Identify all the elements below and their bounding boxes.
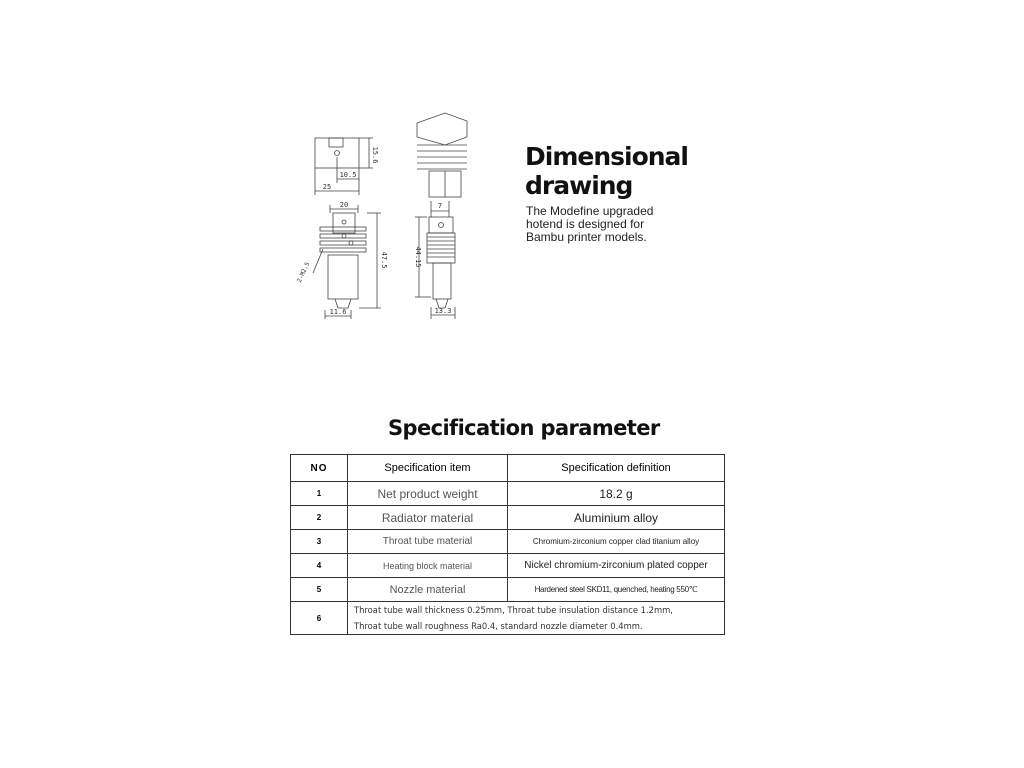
table-row xyxy=(291,530,725,554)
table-row xyxy=(291,578,725,602)
description-line: Bambu printer models. xyxy=(526,230,647,244)
row-number: 1 xyxy=(291,482,348,506)
dimensional-drawing xyxy=(295,105,495,330)
spec-item: Nozzle material xyxy=(348,578,508,602)
table-row xyxy=(291,602,725,635)
front-view-drawing xyxy=(313,205,381,319)
table-row xyxy=(291,482,725,506)
spec-title: Specification parameter xyxy=(388,416,660,440)
row-number: 2 xyxy=(291,506,348,530)
description-line: hotend is designed for xyxy=(526,217,645,231)
section-heading xyxy=(525,142,688,200)
description-line: The Modefine upgraded xyxy=(526,204,654,218)
table-header-row xyxy=(291,455,725,482)
spec-definition: Aluminium alloy xyxy=(508,506,725,530)
row-number: 6 xyxy=(291,602,348,635)
description xyxy=(526,205,676,244)
spec-item: Radiator material xyxy=(348,506,508,530)
row-number: 3 xyxy=(291,530,348,554)
spec-item: Net product weight xyxy=(348,482,508,506)
dim-label: 20 xyxy=(339,201,349,209)
spec-merged-line: Throat tube wall thickness 0.25mm, Throat tube insulation distance 1.2mm, xyxy=(354,605,673,615)
spec-definition: 18.2 g xyxy=(508,482,725,506)
dim-label: 25 xyxy=(322,183,332,191)
spec-merged-line: Throat tube wall roughness Ra0.4, standard nozzle diameter 0.4mm. xyxy=(354,621,643,631)
table-row xyxy=(291,554,725,578)
column-header-definition: Specification definition xyxy=(508,455,725,482)
spec-item: Throat tube material xyxy=(348,530,508,554)
spec-definition: Hardened steel SKD11, quenched, heating 550℃ xyxy=(508,578,725,602)
spec-item: Heating block material xyxy=(348,554,508,578)
spec-merged-cell xyxy=(348,602,725,635)
dim-label: 2-M2.5 xyxy=(295,261,312,284)
spec-definition: Nickel chromium-zirconium plated copper xyxy=(508,554,725,578)
dim-label: 11.6 xyxy=(329,308,347,316)
row-number: 5 xyxy=(291,578,348,602)
table-row xyxy=(291,506,725,530)
dim-label: 15.6 xyxy=(371,146,379,164)
dim-label: 44.15 xyxy=(414,246,422,268)
column-header-item: Specification item xyxy=(348,455,508,482)
dim-label: 13.3 xyxy=(434,307,452,315)
dim-label: 7 xyxy=(437,202,443,210)
spec-definition: Chromium-zirconium copper clad titanium alloy xyxy=(508,530,725,554)
heading-line: drawing xyxy=(525,171,633,200)
spec-table xyxy=(290,454,725,635)
dim-label: 47.5 xyxy=(380,251,388,269)
heading-line: Dimensional xyxy=(525,142,688,171)
dim-label: 10.5 xyxy=(339,171,357,179)
row-number: 4 xyxy=(291,554,348,578)
column-header-no: NO xyxy=(291,455,348,482)
isometric-view-drawing xyxy=(417,113,467,197)
